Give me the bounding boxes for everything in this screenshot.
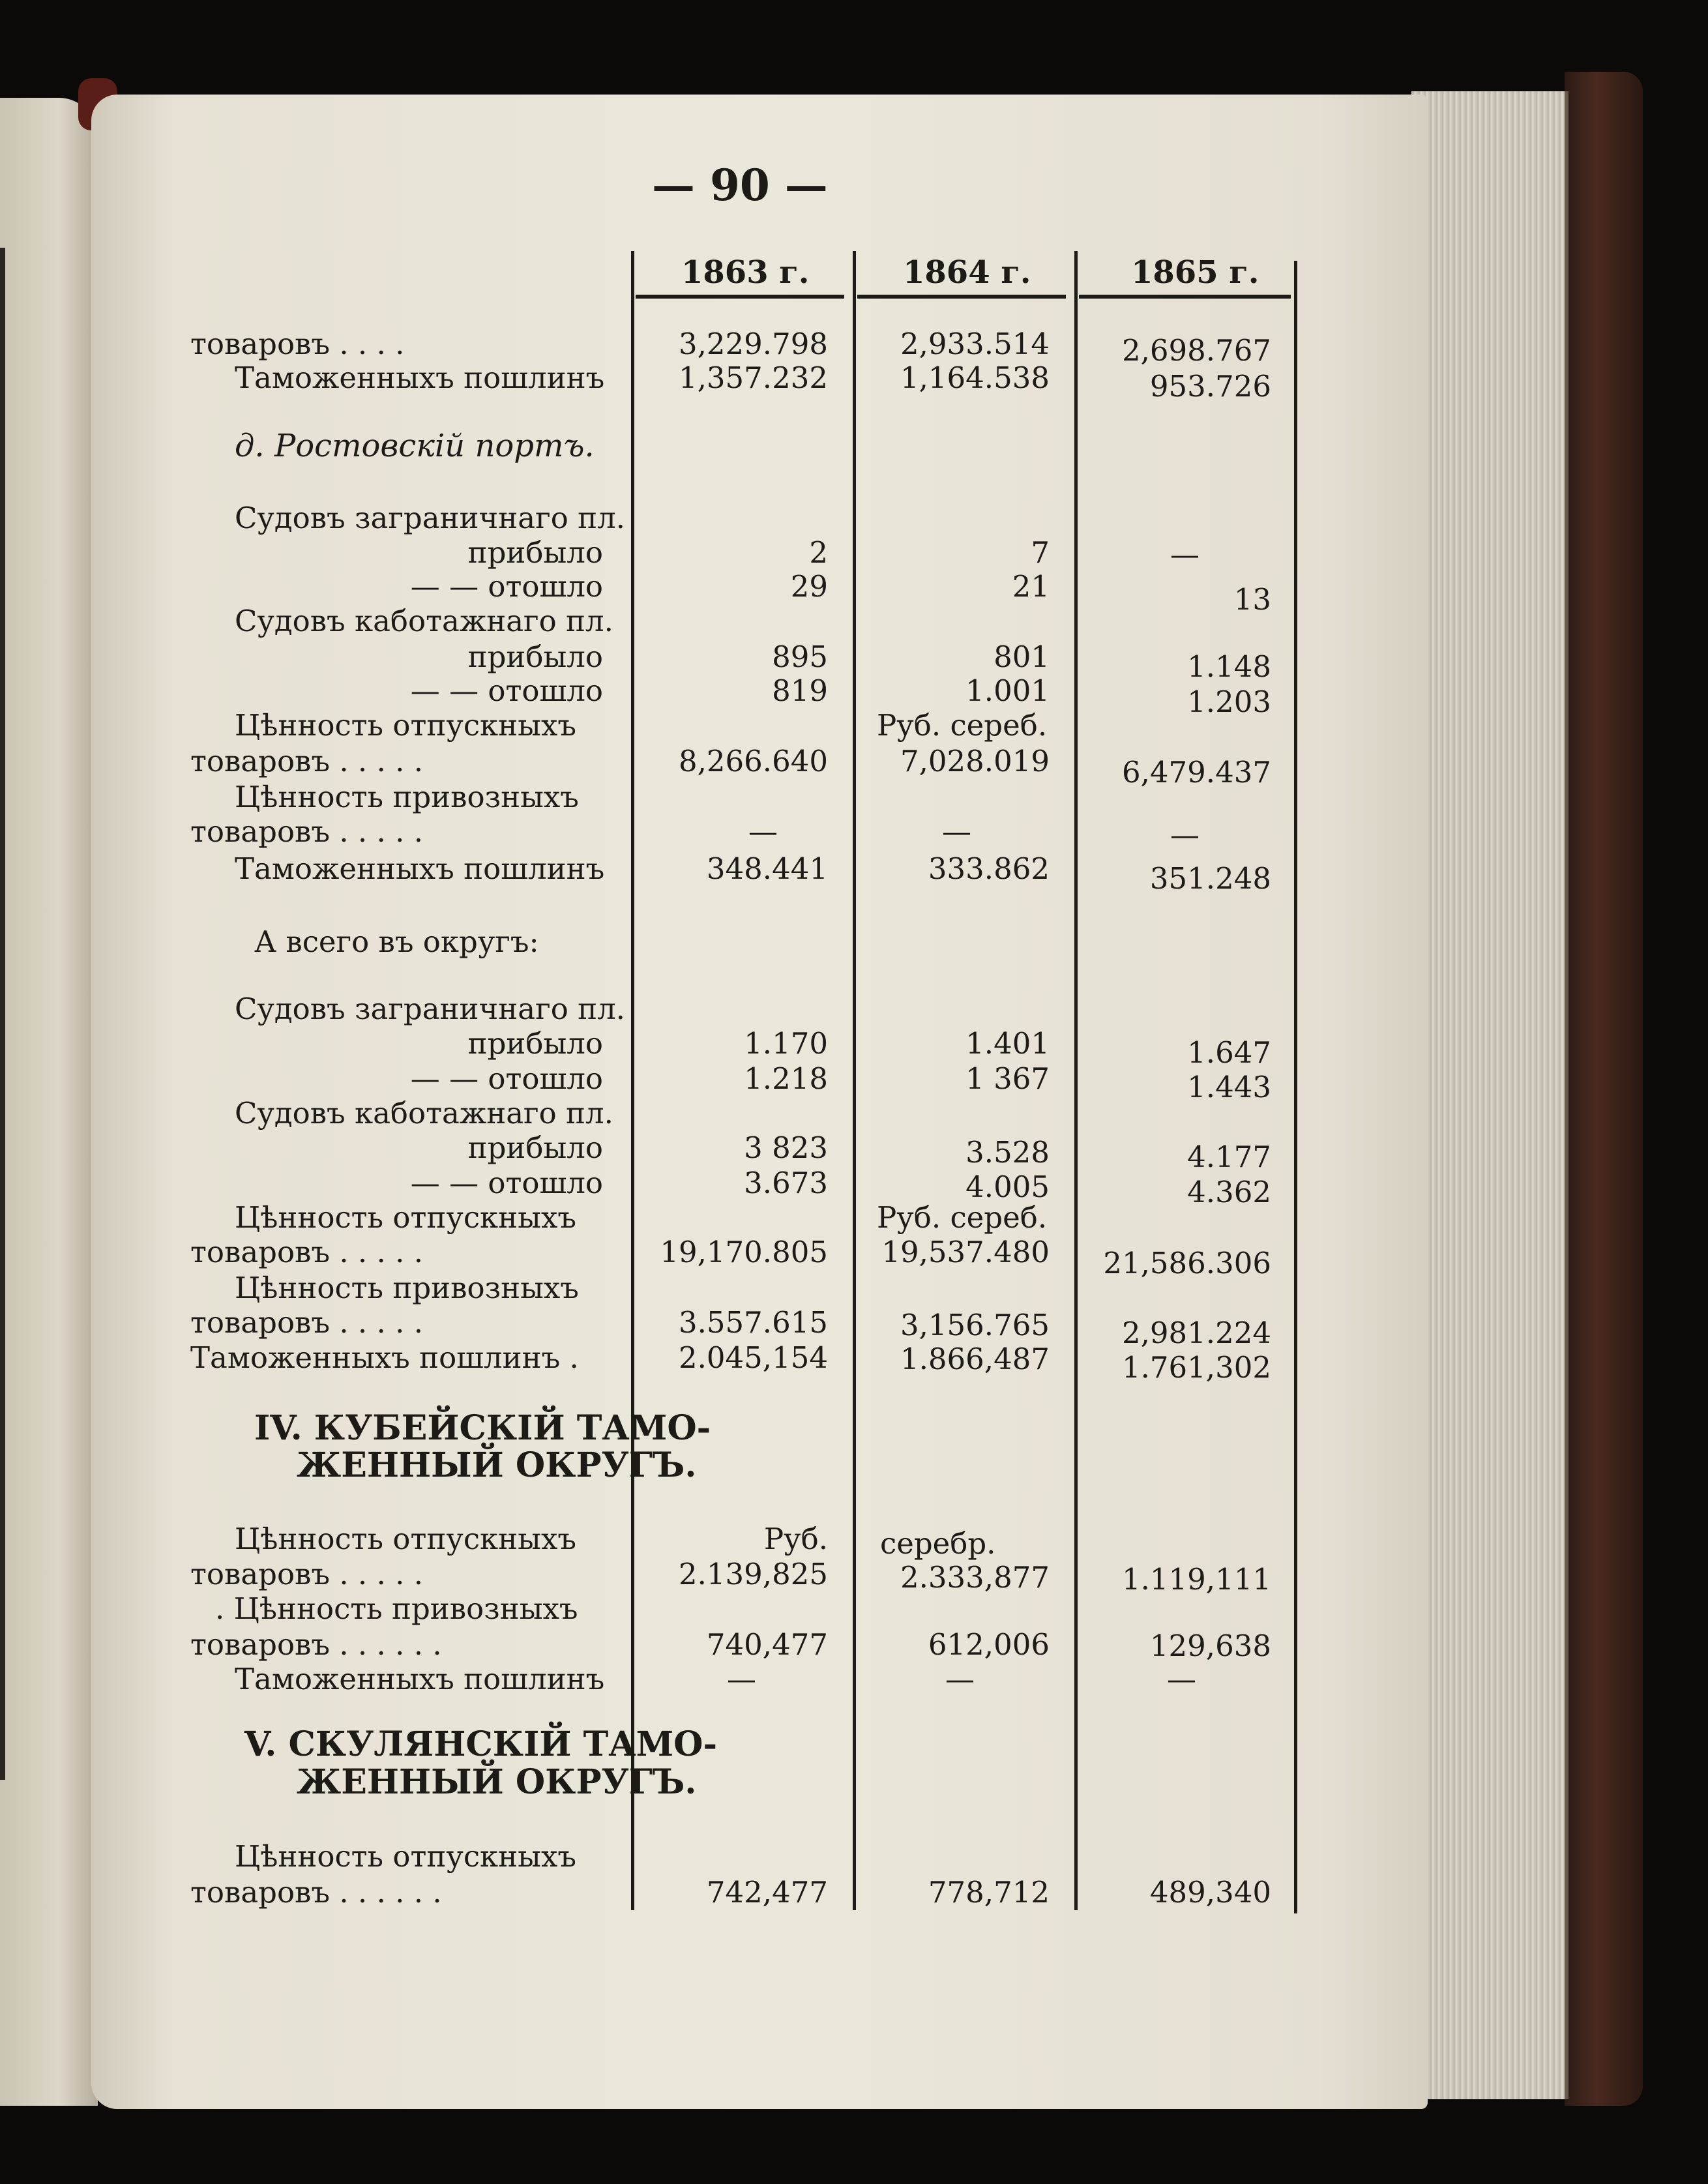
cell-1863: 2 [809, 535, 828, 570]
cell-1863: 1,357.232 [678, 361, 828, 395]
cell-1863: 1.218 [744, 1061, 828, 1096]
cell-1864: 1.001 [965, 673, 1050, 708]
cell-1864: — [942, 814, 971, 849]
row-label: товаровъ . . . . . . [190, 1875, 442, 1910]
header-rule-1863 [636, 295, 844, 299]
row-label: Цѣнность отпускныхъ [235, 1200, 576, 1235]
column-header-1864: 1864 г. [903, 254, 1031, 291]
cell-1864: 1,164.538 [900, 361, 1050, 395]
currency-note: серебр. [880, 1526, 996, 1561]
cell-1863: 740,477 [706, 1627, 828, 1662]
cell-1865: 13 [1233, 582, 1271, 617]
cell-1863: 348.441 [706, 851, 828, 886]
cell-1863: 3.557.615 [678, 1305, 828, 1340]
row-label: Цѣнность привозныхъ [235, 780, 579, 814]
cell-1864: 1 367 [965, 1061, 1050, 1096]
cell-1865: 6,479.437 [1121, 755, 1271, 789]
row-label: Таможенныхъ пошлинъ [235, 1662, 605, 1696]
cell-1863: — [748, 814, 778, 849]
section-heading-skulyany: V. СКУЛЯНСКІЙ ТАМО- [244, 1724, 718, 1764]
left-page-edge [0, 98, 98, 2106]
row-label: товаровъ . . . . [190, 327, 405, 361]
cell-1865: 1.148 [1187, 649, 1271, 684]
cell-1864: 2,933.514 [900, 327, 1050, 361]
cell-1864: 2.333,877 [900, 1560, 1050, 1595]
row-label: прибыло [467, 640, 603, 674]
currency-note: Руб. сереб. [877, 708, 1048, 743]
cell-1865: 489,340 [1149, 1875, 1271, 1910]
row-label: — — отошло [410, 673, 603, 708]
row-label: товаровъ . . . . . [190, 744, 424, 778]
cell-1865: 1.647 [1187, 1035, 1271, 1070]
row-label: Таможенныхъ пошлинъ [235, 851, 605, 886]
row-label: Таможенныхъ пошлинъ . [190, 1340, 579, 1375]
row-label: товаровъ . . . . . [190, 814, 424, 849]
column-divider-4 [1294, 261, 1297, 1913]
cell-1863: 895 [772, 640, 828, 674]
row-label: Цѣнность отпускныхъ [235, 1839, 576, 1874]
left-page-spine-line [0, 248, 5, 1780]
row-label: товаровъ . . . . . [190, 1557, 424, 1591]
cell-1864: 3,156.765 [900, 1308, 1050, 1342]
row-label: Судовъ заграничнаго пл. [235, 501, 625, 535]
row-label: товаровъ . . . . . [190, 1235, 424, 1269]
page-stack-edges [1411, 91, 1568, 2099]
cell-1865: 351.248 [1149, 861, 1271, 896]
cell-1863: Руб. [763, 1522, 828, 1556]
book-cover-right [1565, 72, 1643, 2106]
cell-1865: — [1170, 818, 1200, 852]
cell-1863: 29 [790, 569, 828, 604]
cell-1865: — [1167, 1662, 1196, 1696]
cell-1864: 3.528 [965, 1135, 1050, 1170]
cell-1863: 2.139,825 [678, 1557, 828, 1591]
cell-1863: 19,170.805 [660, 1235, 828, 1269]
cell-1865: 1.443 [1187, 1070, 1271, 1104]
cell-1863: 2.045,154 [678, 1340, 828, 1375]
cell-1865: 21,586.306 [1103, 1246, 1271, 1280]
row-label: — — отошло [410, 1061, 603, 1096]
cell-1864: 7,028.019 [900, 744, 1050, 778]
section-heading-skulyany: ЖЕННЫЙ ОКРУГЪ. [297, 1762, 697, 1802]
cell-1864: 21 [1012, 569, 1050, 604]
column-divider-3 [1074, 251, 1078, 1910]
cell-1863: 1.170 [744, 1026, 828, 1061]
cell-1864: 7 [1031, 535, 1050, 570]
row-label: . Цѣнность привозныхъ [215, 1591, 578, 1626]
column-header-1865: 1865 г. [1131, 254, 1259, 291]
cell-1865: 953.726 [1149, 369, 1271, 404]
cell-1865: 2,981.224 [1121, 1316, 1271, 1350]
currency-note: Руб. сереб. [877, 1200, 1048, 1235]
cell-1863: 3.673 [744, 1166, 828, 1200]
header-rule-1864 [857, 295, 1066, 299]
cell-1865: 4.177 [1187, 1140, 1271, 1174]
row-label: Судовъ каботажнаго пл. [235, 604, 613, 638]
row-label: прибыло [467, 1026, 603, 1061]
row-label: Судовъ заграничнаго пл. [235, 992, 625, 1026]
section-heading-kubei: IV. КУБЕЙСКІЙ ТАМО- [254, 1408, 711, 1448]
row-label: товаровъ . . . . . [190, 1305, 424, 1340]
section-heading-kubei: ЖЕННЫЙ ОКРУГЪ. [297, 1445, 697, 1485]
row-label: Цѣнность привозныхъ [235, 1271, 579, 1305]
row-label: — — отошло [410, 569, 603, 604]
row-label: товаровъ . . . . . . [190, 1627, 442, 1662]
section-heading-total: А всего въ округъ: [254, 924, 539, 959]
row-label: Таможенныхъ пошлинъ [235, 361, 605, 395]
header-rule-1865 [1079, 295, 1291, 299]
cell-1864: 333.862 [928, 851, 1050, 886]
cell-1865: 2,698.767 [1121, 333, 1271, 368]
cell-1864: 4.005 [965, 1170, 1050, 1204]
cell-1864: 612,006 [928, 1627, 1050, 1662]
cell-1863: — [727, 1662, 756, 1696]
cell-1864: — [945, 1662, 975, 1696]
row-label: Цѣнность отпускныхъ [235, 708, 576, 743]
row-label: прибыло [467, 1130, 603, 1165]
cell-1863: 3,229.798 [678, 327, 828, 361]
cell-1863: 819 [772, 673, 828, 708]
section-heading-rostov: д. Ростовскій портъ. [235, 428, 595, 464]
cell-1865: 1.119,111 [1121, 1562, 1271, 1597]
column-divider-1 [631, 251, 634, 1910]
cell-1865: 1.761,302 [1121, 1350, 1271, 1385]
cell-1864: 19,537.480 [881, 1235, 1050, 1269]
row-label: — — отошло [410, 1166, 603, 1200]
cell-1863: 3 823 [744, 1130, 828, 1165]
row-label: Цѣнность отпускныхъ [235, 1522, 576, 1556]
cell-1865: 129,638 [1149, 1629, 1271, 1663]
cell-1864: 801 [994, 640, 1050, 674]
column-divider-2 [853, 251, 856, 1910]
cell-1863: 8,266.640 [678, 744, 828, 778]
cell-1865: 1.203 [1187, 685, 1271, 719]
row-label: прибыло [467, 535, 603, 570]
cell-1864: 778,712 [928, 1875, 1050, 1910]
column-header-1863: 1863 г. [681, 254, 810, 291]
cell-1864: 1.866,487 [900, 1342, 1050, 1376]
row-label: Судовъ каботажнаго пл. [235, 1096, 613, 1130]
cell-1863: 742,477 [706, 1875, 828, 1910]
cell-1865: — [1170, 537, 1200, 572]
cell-1864: 1.401 [965, 1026, 1050, 1061]
cell-1865: 4.362 [1187, 1175, 1271, 1209]
page-number: — 90 — [652, 160, 828, 211]
